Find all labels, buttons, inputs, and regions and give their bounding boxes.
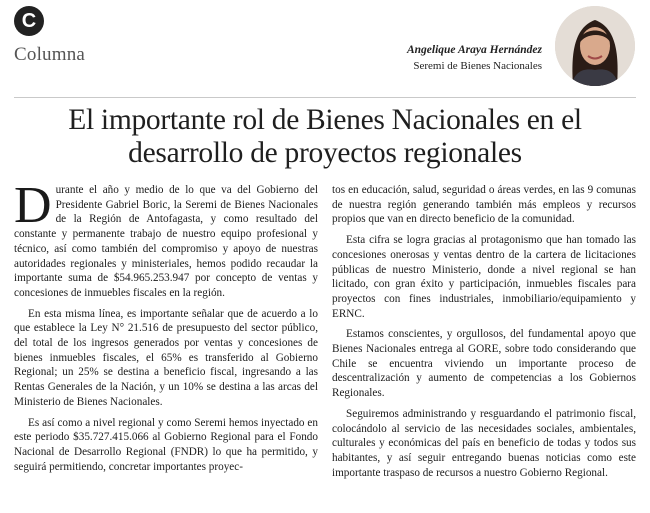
body-column-right [332, 183, 636, 508]
author-portrait [555, 6, 635, 86]
paragraph [14, 177, 318, 301]
article-body [14, 177, 636, 508]
article-headline: El importante rol de Bienes Nacionales en el desarrollo de proyectos regionales [68, 104, 582, 169]
author-name: Angelique Araya Hernández [406, 44, 542, 56]
header-divider [14, 97, 636, 98]
paragraph: tos en educación, salud, seguridad o áreas verdes, en las 9 comunas de nuestra región generando también más empleos y recursos propios que van en directo beneficio de la comunidad. [332, 184, 636, 226]
author-role: Seremi de Bienes Nacionales [413, 60, 542, 72]
section-label: Columna [14, 44, 86, 65]
paragraph: Esta cifra se logra gracias al protagonismo que han tomado las concesiones onerosas y ventas dentro de la cartera de licitaciones públicas de nuestro Ministerio, donde a nivel regional se han licitado, con gran éxito y participación, inmuebles fiscales para proyectos con fines industriales, inmobiliario/equipamiento y ERNC. [332, 234, 636, 320]
column-badge: C [14, 6, 44, 36]
body-column-left [14, 177, 318, 508]
paragraph: Estamos conscientes, y orgullosos, del fundamental apoyo que Bienes Nacionales entrega al GORE, sobre todo considerando que Chile se encuentra viviendo un importante proceso de descentralización y aumento de competencias a los Gobiernos Regionales. [332, 328, 636, 400]
paragraph: Es así como a nivel regional y como Seremi hemos inyectado en este periodo $35.727.415.066 al Gobierno Regional para el Fondo Nacional de Desarrollo Regional (FNDR) lo que ha permitido, y seguirá permitiendo, concretar importantes proyec- [14, 416, 318, 473]
paragraph: Seguiremos administrando y resguardando el patrimonio fiscal, colocándolo al servicio de las necesidades sociales, ambientales, culturales y económicas del país en beneficio de todas y todos sus habitantes, y así seguir entregando buenas noticias como este importante traspaso de recursos a nuestro Gobierno Regional. [332, 407, 636, 479]
portrait-illustration [555, 6, 635, 86]
paragraph: En esta misma línea, es importante señalar que de acuerdo a lo que establece la Ley N° 21.516 de presupuesto del sector público, del total de los ingresos generados por ventas y concesiones de bienes inmuebles fiscales, el 65% es transferido al Gobierno Regional; un 25% se destina a beneficio fiscal, ingresando a las Rentas Generales de la Nación, y un 10% se destina a las arcas del Ministerio de Bienes Nacionales. [14, 307, 318, 408]
paragraph-text: urante el año y medio de lo que va del Gobierno del Presidente Gabriel Boric, la Seremi de Bienes Nacionales de la Región de Antofagasta, y como resultado del constante y permanente trabajo de nuestro equipo profesional y técnico, así como también del compromiso y apoyo de nuestras autoridades regionales y ministeriales, hemos podido recaudar la importante suma de $54.965.253.947 por concepto de ventas y concesiones de inmuebles fiscales en la región. [14, 184, 318, 299]
author-block [407, 44, 542, 72]
drop-cap: D [14, 177, 52, 234]
